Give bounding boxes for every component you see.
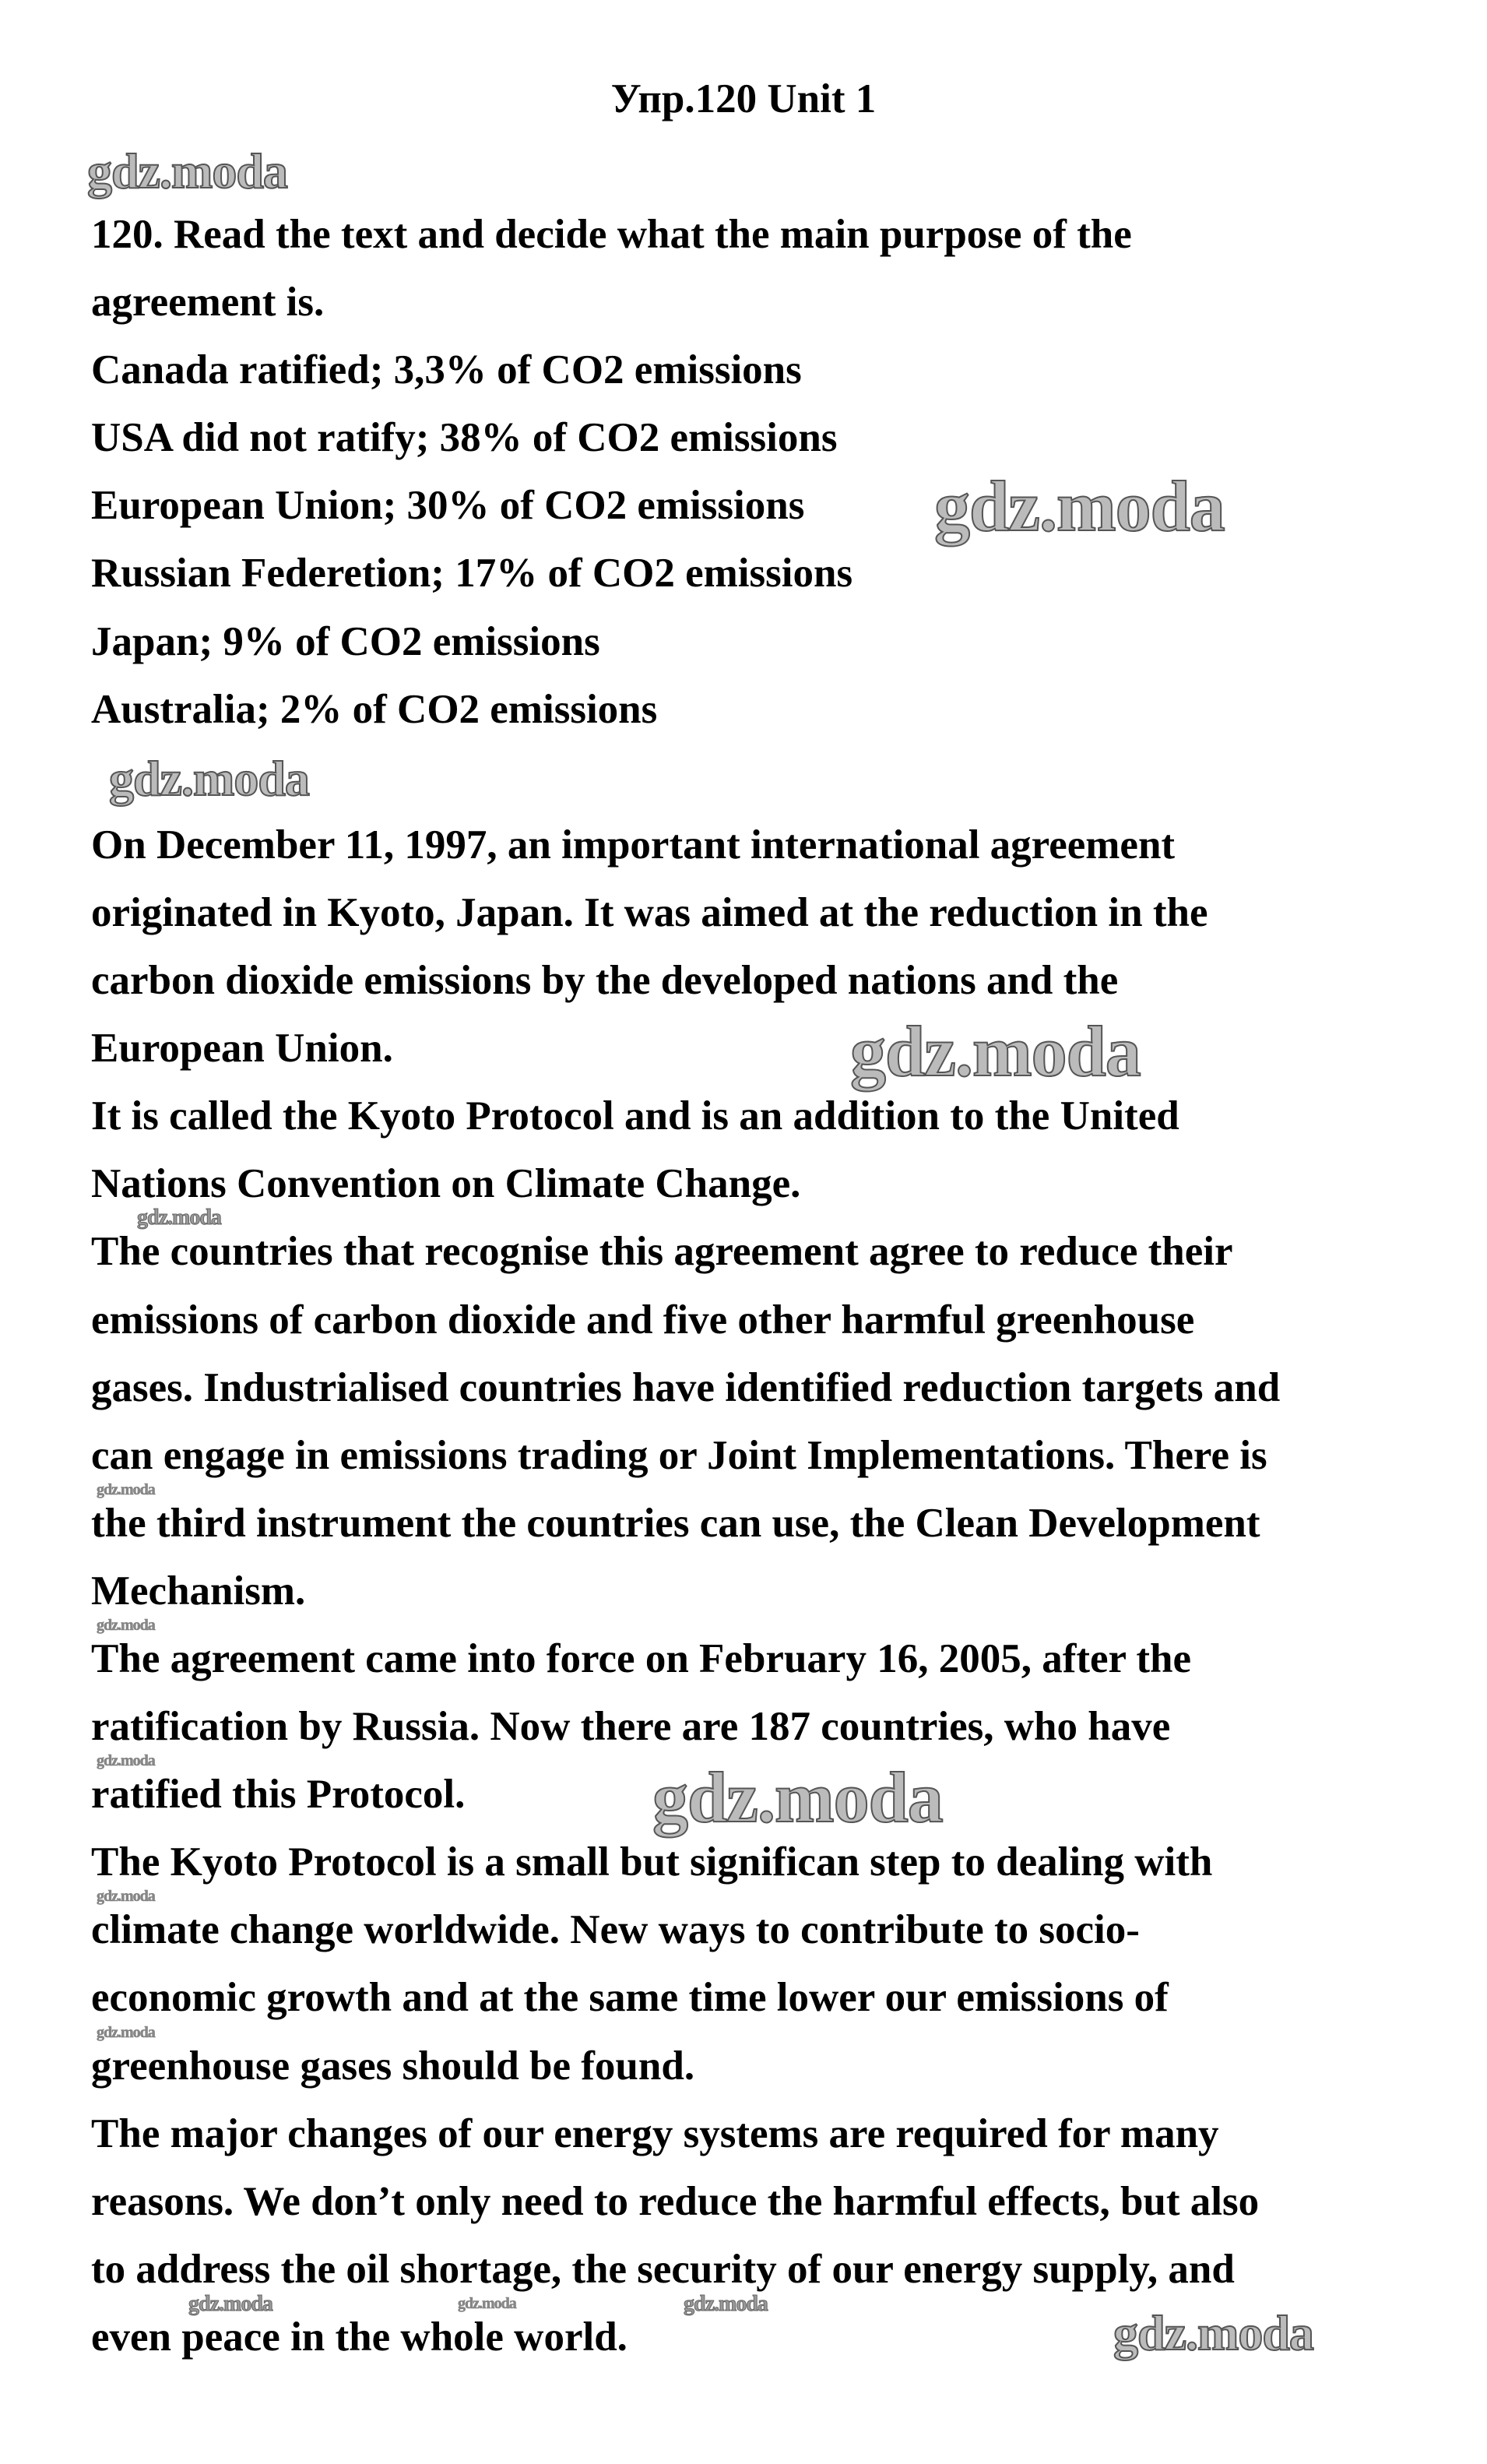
text-line: Mechanism.: [91, 1568, 306, 1614]
text-line: originated in Kyoto, Japan. It was aimed at the reduction in the: [91, 889, 1208, 935]
watermark: gdz.moda: [97, 1481, 155, 1498]
text-line: The Kyoto Protocol is a small but significan step to dealing with: [91, 1839, 1213, 1885]
text-line: The major changes of our energy systems are required for many: [91, 2110, 1219, 2156]
watermark: gdz.moda: [684, 2292, 768, 2316]
text-line: European Union; 30% of CO2 emissions: [91, 483, 805, 529]
watermark: gdz.moda: [934, 466, 1225, 546]
watermark: gdz.moda: [87, 143, 287, 199]
text-line: Russian Federetion; 17% of CO2 emissions: [91, 551, 853, 597]
watermark: gdz.moda: [97, 1888, 155, 1905]
text-line: The countries that recognise this agreement agree to reduce their: [91, 1229, 1233, 1275]
text-line: European Union.: [91, 1026, 393, 1072]
text-line: carbon dioxide emissions by the developed nations and the: [91, 958, 1119, 1004]
watermark: gdz.moda: [850, 1012, 1141, 1091]
text-line: ratification by Russia. Now there are 187 countries, who have: [91, 1704, 1171, 1750]
text-line: to address the oil shortage, the security of our energy supply, and: [91, 2246, 1235, 2292]
text-line: climate change worldwide. New ways to contribute to socio-: [91, 1907, 1140, 1953]
page-title: Упр.120 Unit 1: [610, 76, 877, 121]
text-line: can engage in emissions trading or Joint Implementations. There is: [91, 1432, 1267, 1478]
exercise-text: [91, 201, 1461, 2371]
text-line: It is called the Kyoto Protocol and is an addition to the United: [91, 1093, 1179, 1139]
text-line: greenhouse gases should be found.: [91, 2043, 695, 2089]
text-line: Nations Convention on Climate Change.: [91, 1161, 801, 1207]
text-line: USA did not ratify; 38% of CO2 emissions: [91, 415, 838, 461]
text-line: Canada ratified; 3,3% of CO2 emissions: [91, 347, 802, 393]
text-line: even peace in the whole world.: [91, 2314, 627, 2360]
text-line: The agreement came into force on February 16, 2005, after the: [91, 1635, 1191, 1681]
text-line: Australia; 2% of CO2 emissions: [91, 686, 658, 732]
text-line: ratified this Protocol.: [91, 1772, 466, 1818]
text-line: reasons. We don’t only need to reduce the harmful effects, but also: [91, 2178, 1260, 2224]
text-line: gases. Industrialised countries have identified reduction targets and: [91, 1364, 1281, 1410]
text-line: Japan; 9% of CO2 emissions: [91, 618, 600, 664]
watermark: gdz.moda: [458, 2295, 516, 2312]
text-line: 120. Read the text and decide what the main purpose of the: [91, 212, 1132, 257]
watermark: gdz.moda: [109, 751, 309, 806]
watermark: gdz.moda: [137, 1206, 221, 1230]
watermark: gdz.moda: [97, 2024, 155, 2041]
watermark: gdz.moda: [652, 1758, 943, 1837]
text-line: economic growth and at the same time lower our emissions of: [91, 1975, 1169, 2021]
text-line: the third instrument the countries can use, the Clean Development: [91, 1500, 1260, 1546]
text-line: emissions of carbon dioxide and five other harmful greenhouse: [91, 1297, 1195, 1343]
text-line: On December 11, 1997, an important international agreement: [91, 822, 1176, 868]
watermark: gdz.moda: [97, 1617, 155, 1634]
watermark: gdz.moda: [188, 2292, 272, 2316]
watermark: gdz.moda: [97, 1752, 155, 1769]
watermark: gdz.moda: [1113, 2305, 1313, 2360]
text-line: agreement is.: [91, 280, 325, 326]
